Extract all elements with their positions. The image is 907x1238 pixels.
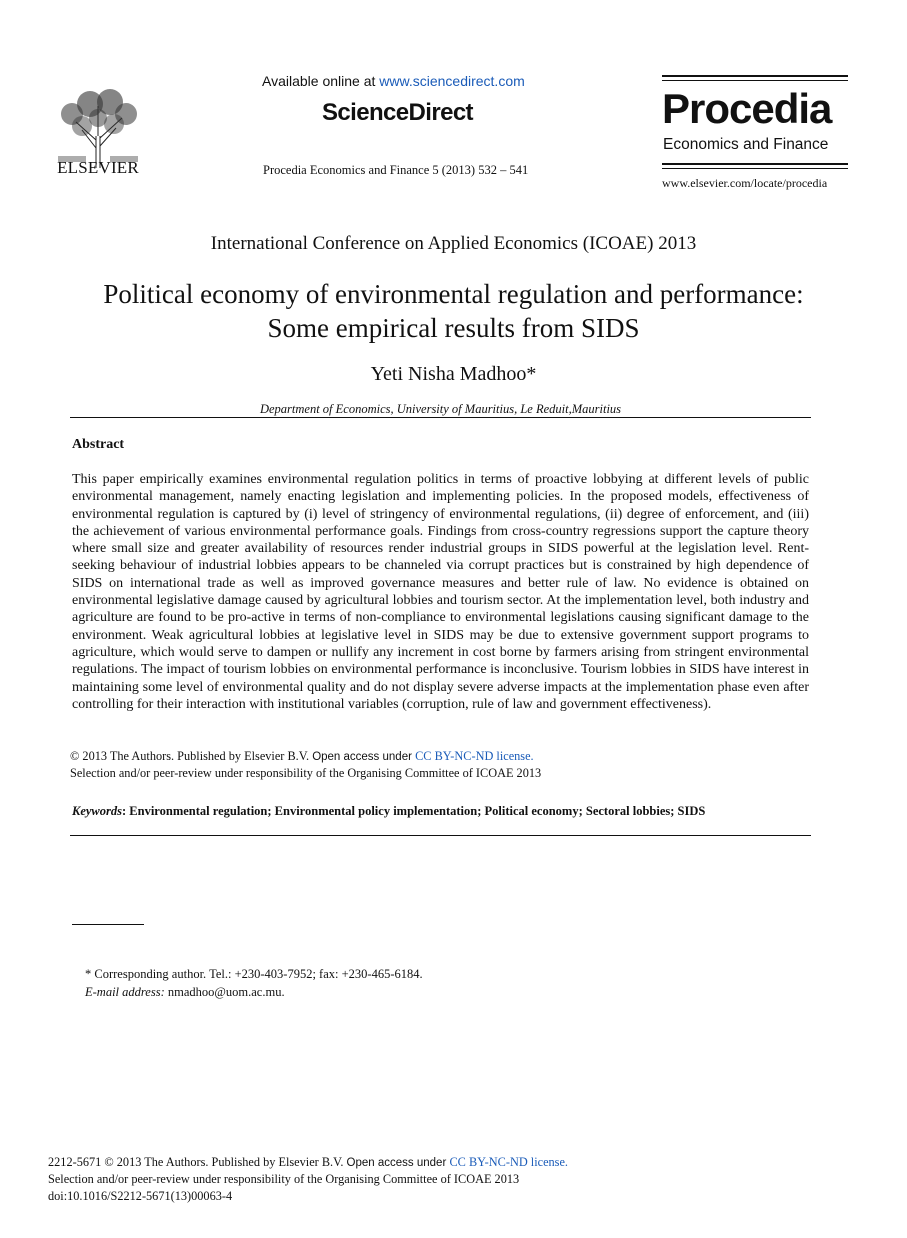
open-access-label: Open access under: [312, 751, 416, 763]
publisher-logo-text: ELSEVIER: [57, 158, 139, 177]
procedia-subtitle: Economics and Finance: [663, 136, 829, 153]
copyright-line: [70, 749, 534, 764]
footer-peer-review: Selection and/or peer-review under responsibility of the Organising Committee of ICOAE 2013: [48, 1172, 520, 1186]
license-link[interactable]: CC BY-NC-ND license.: [415, 749, 534, 763]
author-name: Yeti Nisha Madhoo*: [370, 363, 537, 385]
footnote-rule: [72, 924, 144, 925]
footer-issn-line: [48, 1155, 568, 1170]
procedia-rule: [662, 168, 848, 169]
available-online-line: [262, 73, 525, 89]
abstract-text: This paper empirically examines environmental regulation politics in terms of proactive lobbying at different levels of public environmental management, namely enacting legislation and implementing policies. In the proposed models, effectiveness of environmental regulation is captured by (i) level of stringency of environmental regulations, (ii) degree of enforcement, and (iii) the achievement of various environmental performance goals. Findings from cross-country regressions support the capture theory where small size and greater availability of resources render industrial groups in SIDS powerful at the legislation level. Rent-seeking behaviour of industrial lobbies appears to be channeled via corrupt practices but is constrained by high dependence of SIDS on international trade as well as improved governance measures and better rule of law. No evidence is obtained on environmental legislative damage caused by agricultural lobbies and tourism sector. At the implementation level, both industry and agriculture are found to be pro-active in terms of non-compliance to environmental legislations causing significant damage to the environment. Weak agricultural lobbies at legislative level in SIDS may be due to extensive government support programs to agriculture, which would serve to dampen or nullify any increment in cost borne by farmers arising from stringent environmental regulations. The impact of tourism lobbies on environmental performance is inconclusive. Tourism lobbies in SIDS have interest in maintaining some level of environmental quality and do not display severe adverse impacts at the implementation phase even after controlling for their interaction with institutional variables (corruption, rule of law and government effectiveness).: [72, 472, 809, 712]
procedia-rule: [662, 163, 848, 165]
abstract-heading: Abstract: [72, 437, 125, 452]
title-line-2: Some empirical results from SIDS: [267, 313, 640, 343]
author-affiliation: Department of Economics, University of Mauritius, Le Reduit,Mauritius: [259, 402, 622, 416]
divider: [70, 835, 811, 836]
footer-issn-text: 2212-5671 © 2013 The Authors. Published by Elsevier B.V.: [48, 1155, 347, 1169]
email-line: [85, 985, 285, 1000]
keywords: [72, 804, 705, 819]
procedia-url[interactable]: www.elsevier.com/locate/procedia: [662, 176, 828, 190]
email-label: E-mail address:: [85, 985, 165, 999]
article-title: [40, 277, 867, 345]
procedia-rule: [662, 75, 848, 77]
peer-review-statement: Selection and/or peer-review under responsibility of the Organising Committee of ICOAE 2013: [70, 766, 542, 780]
corresponding-author: * Corresponding author. Tel.: +230-403-7952; fax: +230-465-6184.: [85, 967, 423, 981]
sciencedirect-link[interactable]: www.sciencedirect.com: [379, 73, 525, 89]
footer-open-access-label: Open access under: [346, 1157, 450, 1169]
keywords-label: Keywords: [72, 804, 122, 818]
journal-citation: Procedia Economics and Finance 5 (2013) 532 – 541: [263, 163, 529, 177]
email-address[interactable]: nmadhoo@uom.ac.mu.: [164, 985, 285, 999]
footer-doi[interactable]: doi:10.1016/S2212-5671(13)00063-4: [48, 1189, 233, 1203]
available-prefix: Available online at: [262, 73, 380, 89]
divider: [70, 417, 811, 418]
procedia-rule: [662, 80, 848, 81]
footer-license-link[interactable]: CC BY-NC-ND license.: [449, 1155, 568, 1169]
copyright-text: © 2013 The Authors. Published by Elsevier B.V.: [70, 749, 313, 763]
title-line-1: Political economy of environmental regulation and performance:: [103, 279, 804, 309]
conference-name: International Conference on Applied Economics (ICOAE) 2013: [210, 233, 697, 254]
keywords-list: : Environmental regulation; Environmental policy implementation; Political economy; Sectoral lobbies; SIDS: [122, 804, 706, 818]
procedia-logo: Procedia: [662, 85, 832, 132]
sciencedirect-brand: ScienceDirect: [322, 99, 473, 126]
